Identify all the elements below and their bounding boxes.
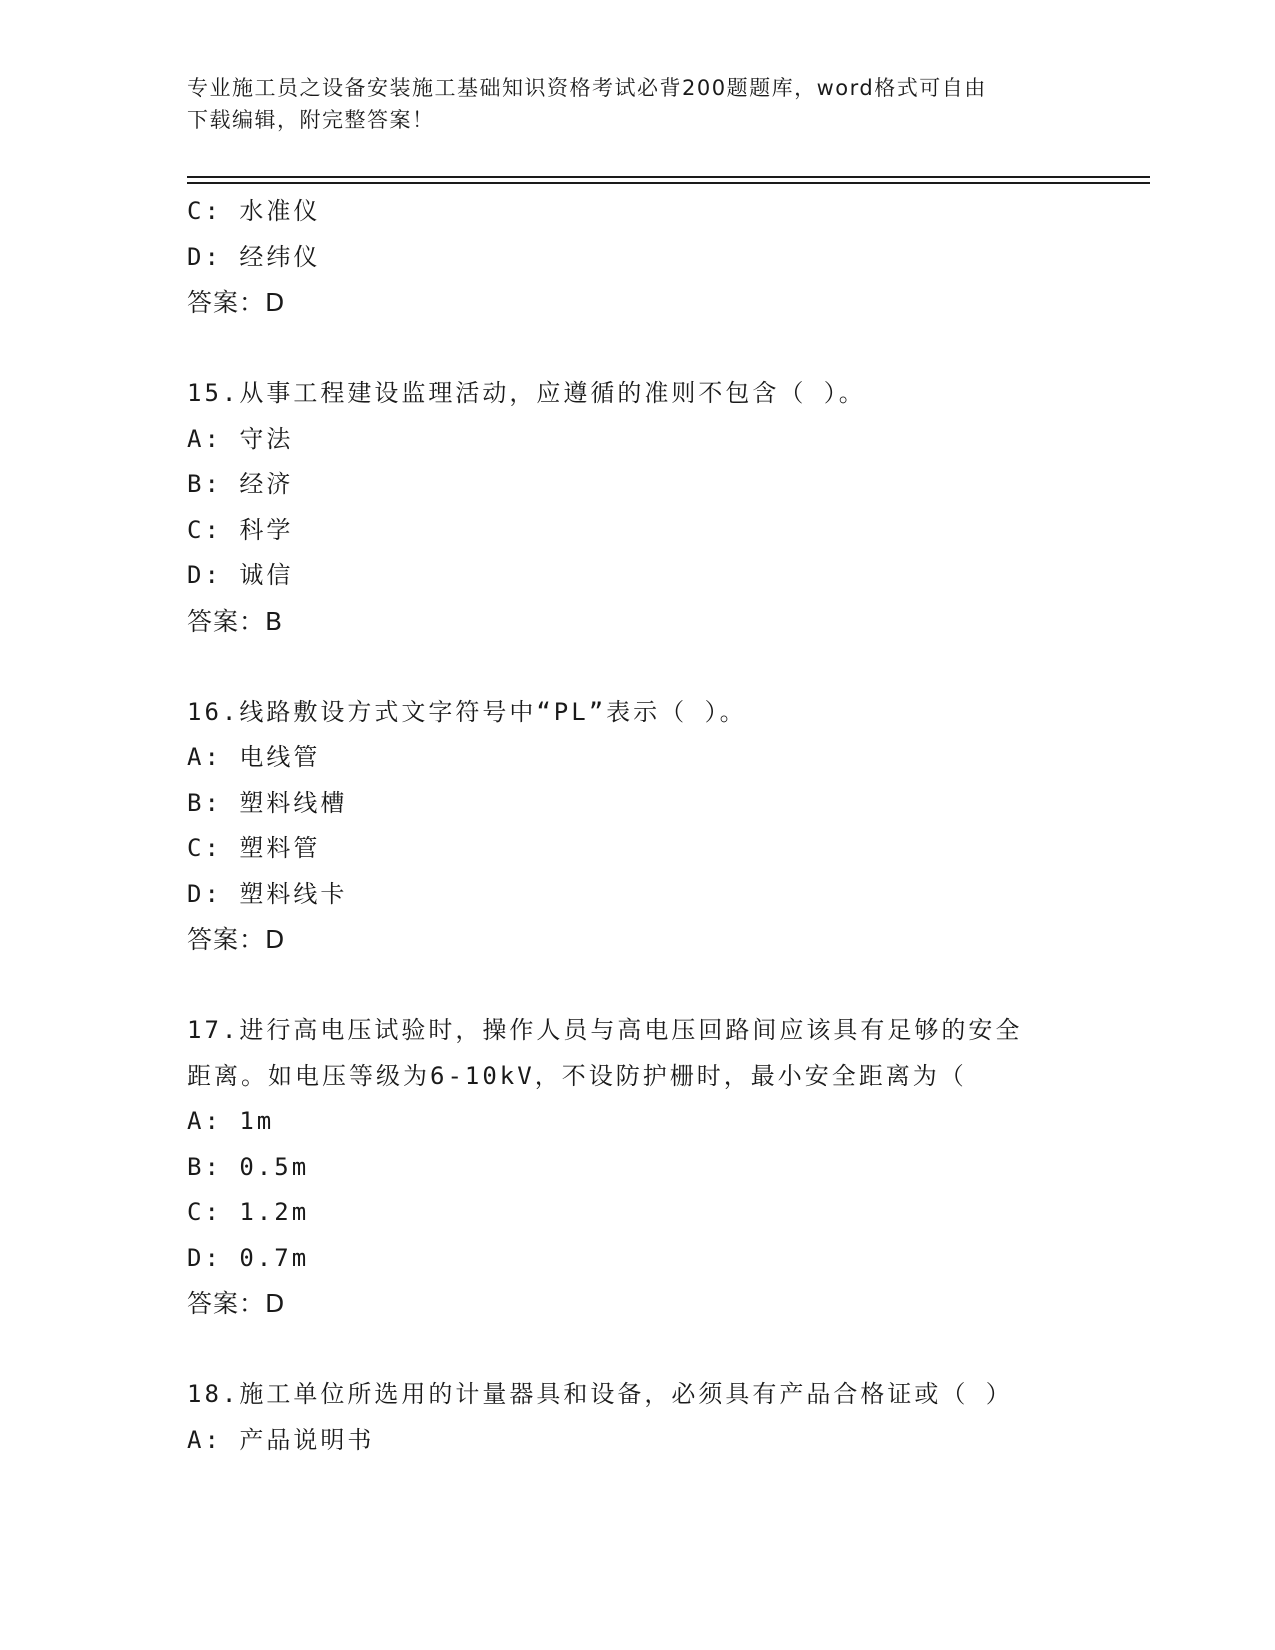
option-d: D: 经纬仪 (187, 242, 321, 271)
answer: 答案：D (187, 288, 286, 317)
option-a: A: 守法 (187, 424, 294, 453)
option-b: B: 塑料线槽 (187, 788, 348, 817)
spacer (187, 644, 1087, 690)
option-d: D: 诚信 (187, 561, 294, 589)
spacer (187, 1327, 1087, 1373)
option-c: C: 塑料管 (187, 834, 321, 862)
question-text-line-1: 17.进行高电压试验时，操作人员与高电压回路间应该具有足够的安全 (187, 1016, 1023, 1044)
answer: 答案：D (187, 1289, 286, 1318)
question-list (187, 189, 1087, 1463)
option-c: C: 1.2m (187, 1198, 310, 1226)
answer: 答案：B (187, 606, 284, 636)
option-b: B: 0.5m (187, 1152, 310, 1181)
question-text-line-2: 距离。如电压等级为6-10kV，不设防护栅时，最小安全距离为（ (187, 1061, 967, 1090)
header-divider-top (187, 176, 1150, 178)
header-divider-bottom (187, 182, 1150, 184)
question-17 (187, 1008, 1087, 1327)
option-a: A: 1m (187, 1107, 275, 1135)
option-c: C: 科学 (187, 515, 294, 544)
question-text: 18.施工单位所选用的计量器具和设备，必须具有产品合格证或（ ） (187, 1380, 1013, 1408)
option-d: D: 0.7m (187, 1243, 310, 1272)
option-d: D: 塑料线卡 (187, 879, 348, 908)
option-a: A: 电线管 (187, 743, 321, 771)
question-text: 16.线路敷设方式文字符号中“PL”表示（ ）。 (187, 697, 747, 726)
option-b: B: 经济 (187, 470, 294, 498)
question-14 (187, 189, 1087, 326)
question-text: 15.从事工程建设监理活动，应遵循的准则不包含（ ）。 (187, 379, 866, 407)
option-c: C: 水准仪 (187, 197, 321, 225)
header-line-1: 专业施工员之设备安装施工基础知识资格考试必背200题题库，word格式可自由 (187, 76, 987, 100)
spacer (187, 326, 1087, 372)
option-a: A: 产品说明书 (187, 1425, 375, 1454)
document-header (187, 72, 1087, 136)
question-16 (187, 690, 1087, 963)
answer: 答案：D (187, 925, 286, 954)
question-18 (187, 1372, 1087, 1463)
spacer (187, 963, 1087, 1009)
question-15 (187, 371, 1087, 644)
header-line-2: 下载编辑，附完整答案！ (187, 108, 435, 132)
